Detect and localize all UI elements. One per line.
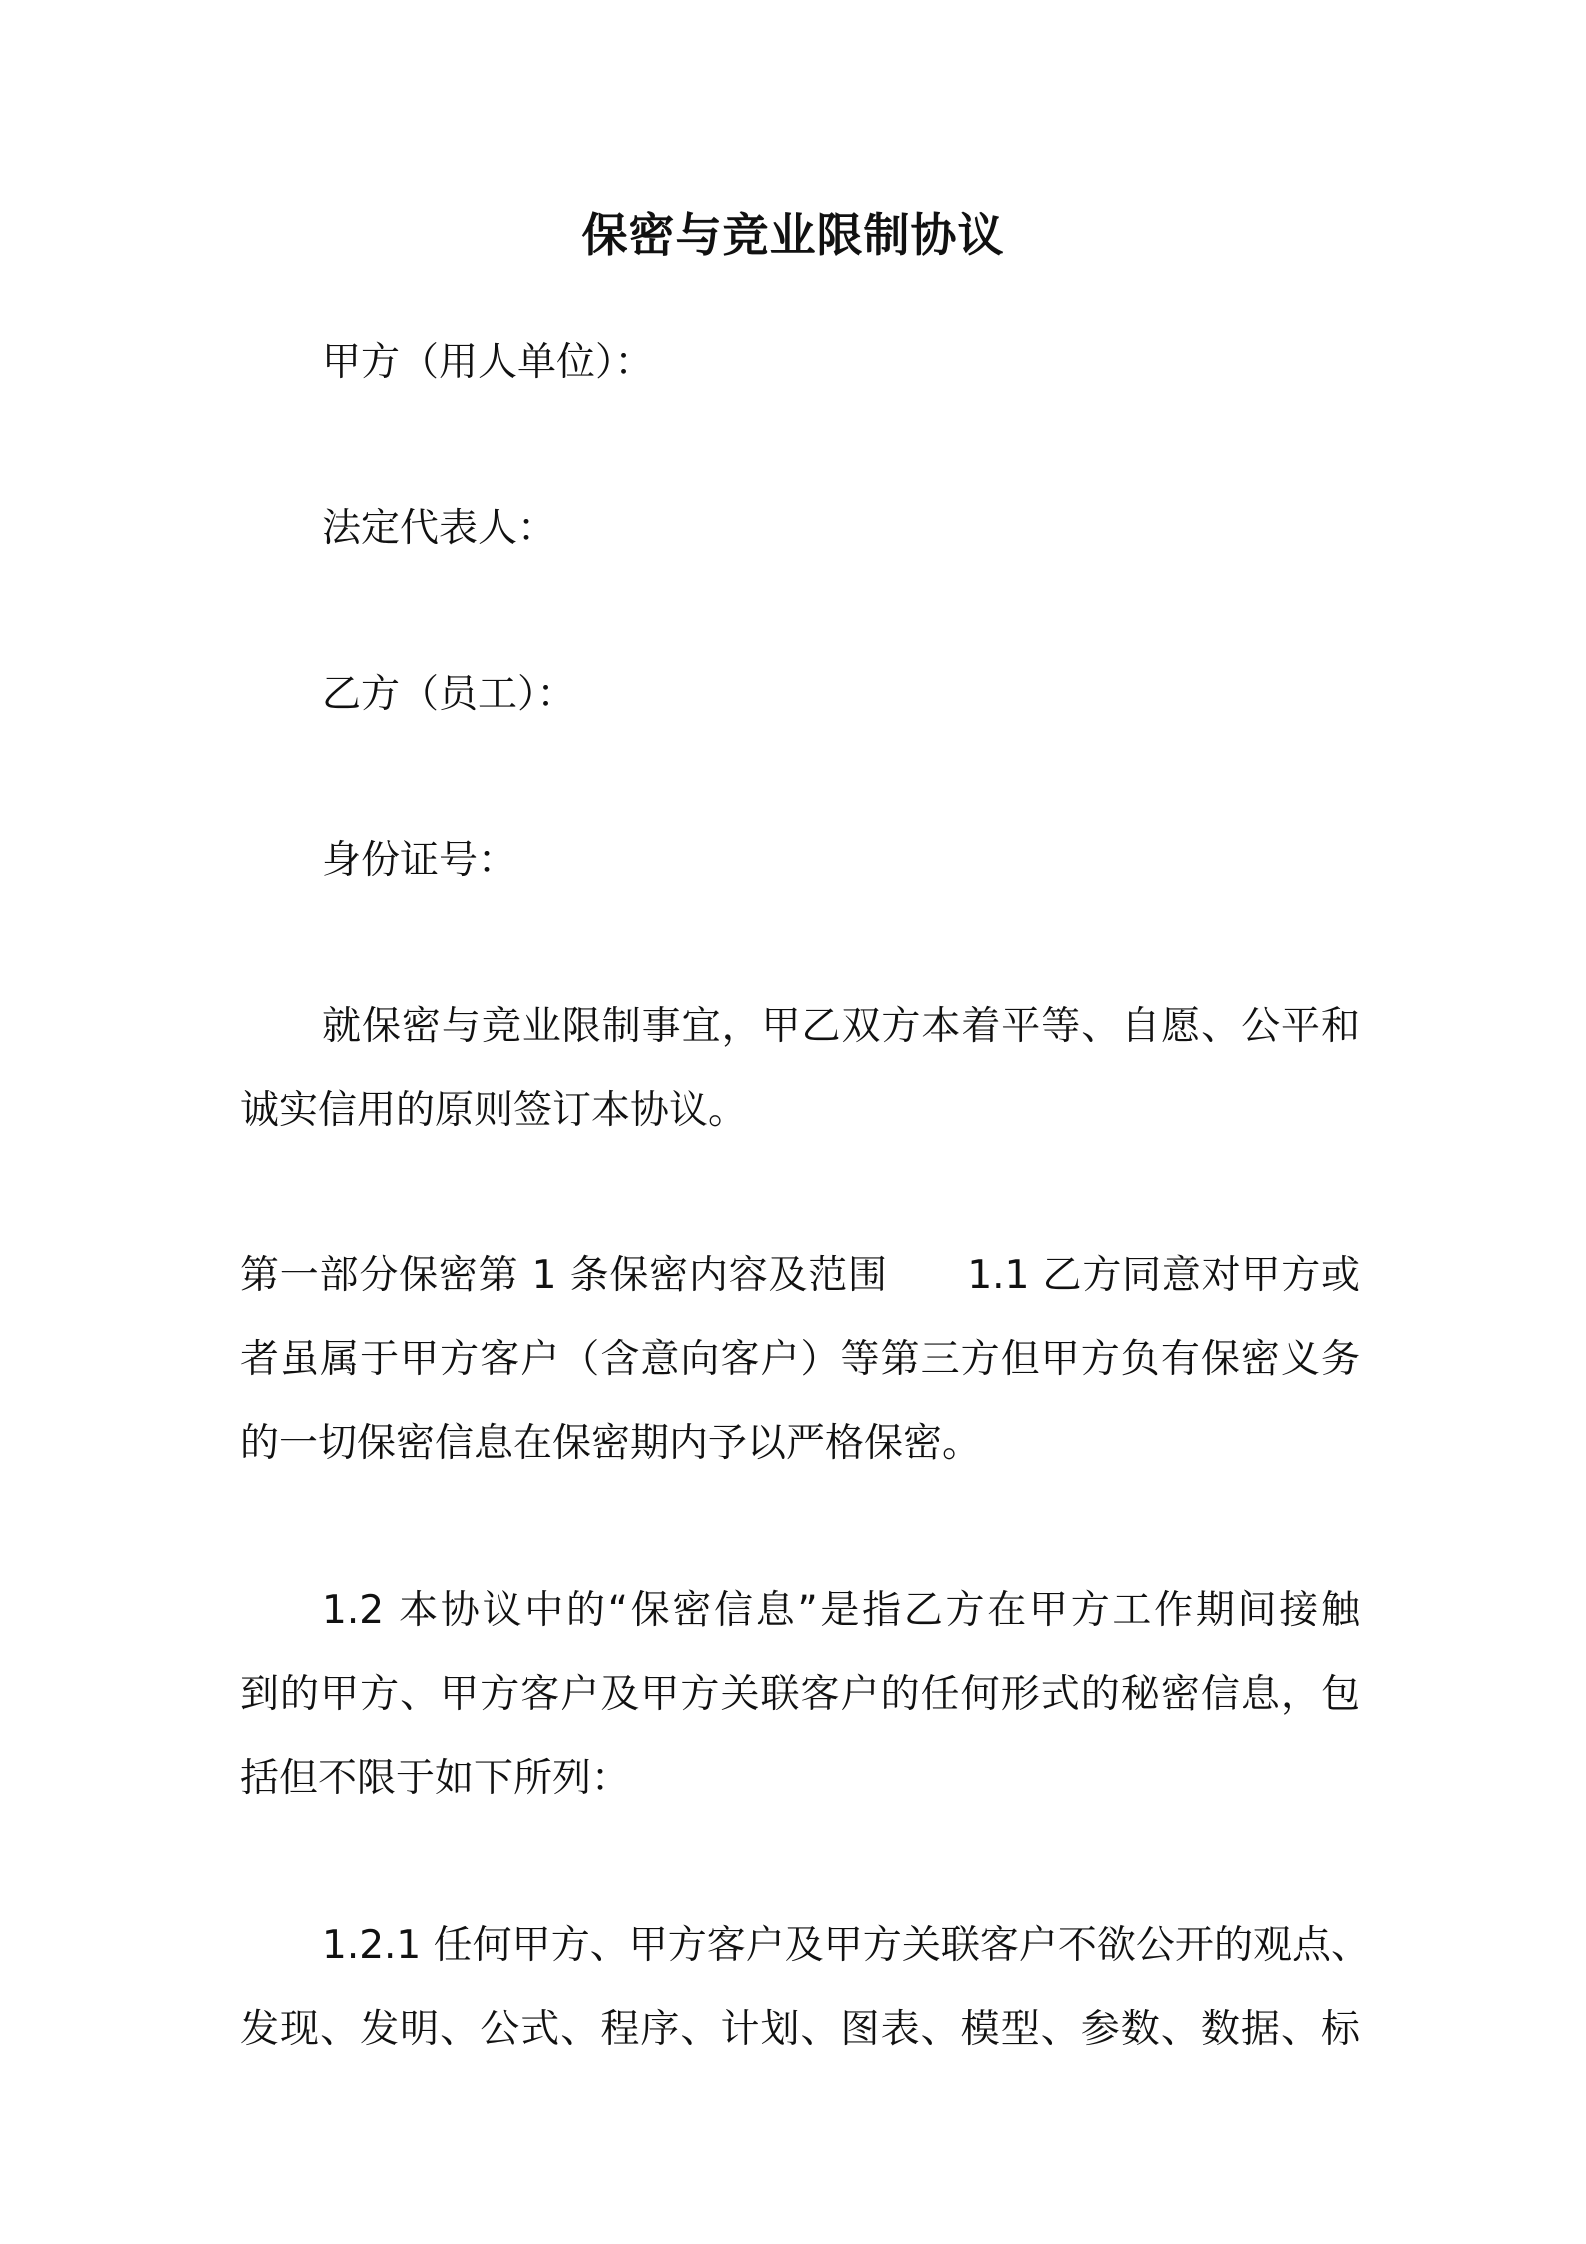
section1-line-2: 者虽属于甲方客户（含意向客户）等第三方但甲方负有保密义务	[240, 1337, 1360, 1382]
clause-1-2-line-1: 1.2 本协议中的“保密信息”是指乙方在甲方工作期间接触	[322, 1588, 1360, 1633]
preamble-line-2: 诚实信用的原则签订本协议。	[240, 1088, 748, 1133]
legal-rep-label: 法定代表人：	[322, 506, 557, 551]
section1-line-1: 第一部分保密第 1 条保密内容及范围 1.1 乙方同意对甲方或	[240, 1253, 1360, 1298]
party-b-label: 乙方（员工）：	[322, 672, 576, 717]
clause-1-2-1-line-1: 1.2.1 任何甲方、甲方客户及甲方关联客户不欲公开的观点、	[322, 1923, 1370, 1968]
document-title: 保密与竞业限制协议	[581, 208, 1005, 262]
party-a-label: 甲方（用人单位）：	[322, 340, 654, 385]
clause-1-2-line-2: 到的甲方、甲方客户及甲方关联客户的任何形式的秘密信息，包	[240, 1672, 1360, 1717]
clause-1-2-line-3: 括但不限于如下所列：	[240, 1756, 631, 1801]
preamble-line-1: 就保密与竞业限制事宜，甲乙双方本着平等、自愿、公平和	[322, 1004, 1360, 1049]
section1-line-3: 的一切保密信息在保密期内予以严格保密。	[240, 1421, 982, 1466]
clause-1-2-1-line-2: 发现、发明、公式、程序、计划、图表、模型、参数、数据、标	[240, 2007, 1360, 2052]
id-number-label: 身份证号：	[322, 838, 518, 883]
